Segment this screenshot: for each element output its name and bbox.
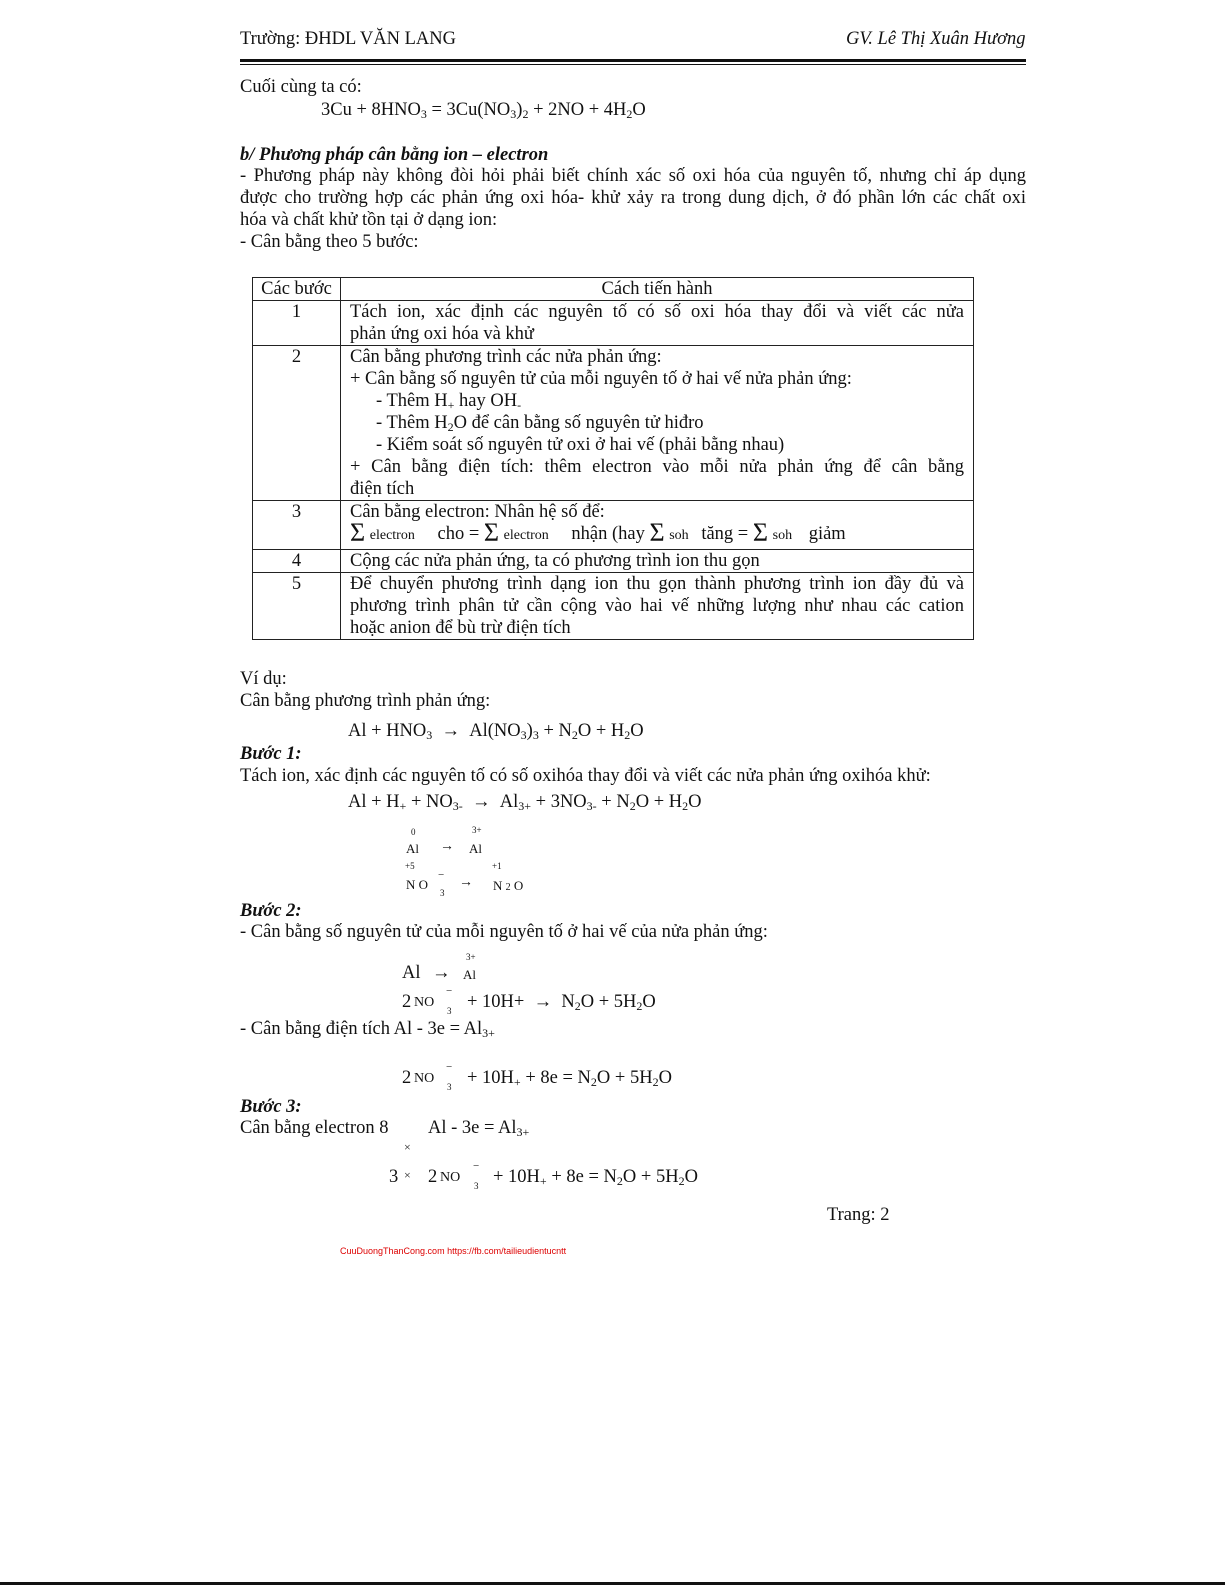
step2-al-right: Al	[463, 967, 476, 982]
step3-eq2: + $10H_+ + 8e = N_2O + 5H_2O$	[493, 1167, 698, 1188]
step2-no-2: NO	[414, 1071, 435, 1086]
step2-coef-2: 2	[402, 1068, 412, 1088]
five-steps-label: - Cân bằng theo 5 bước:	[240, 232, 419, 252]
step2-al-left: Al	[402, 963, 421, 983]
step1-title: Bước 1:	[240, 744, 302, 764]
header-rule-thin	[240, 64, 1026, 65]
step2-no: NO	[414, 995, 435, 1010]
subscript-3: 3	[447, 1006, 452, 1016]
step-number: 3	[253, 501, 341, 550]
footer-link[interactable]: CuuDuongThanCong.com https://fb.com/tailieudientucntt	[340, 1246, 567, 1256]
section-title: b/ Phương pháp cân bằng ion – electron	[240, 145, 549, 165]
steps-table	[252, 277, 974, 640]
sigma-symbol: Σ	[649, 518, 665, 547]
header-rule-thick	[240, 59, 1026, 62]
arrow-icon: →	[459, 875, 473, 890]
subscript-3: 3	[474, 1181, 479, 1191]
step2-coef: 2	[402, 992, 412, 1012]
header-steps: Các bước	[253, 278, 341, 301]
step3-no: NO	[440, 1170, 461, 1185]
sigma-symbol: Σ	[483, 518, 500, 547]
step1-text: Tách ion, xác định các nguyên tố có số oxihóa thay đổi và viết các nửa phản ứng oxihóa khử:	[240, 766, 931, 786]
charge-balance: - Cân bằng điện tích $Al - 3e = Al_{3+}$	[240, 1019, 495, 1040]
step-content: Để chuyển phương trình dạng ion thu gọn thành phương trình ion đầy đủ và phương trình phân tử cần cộng vào hai vế những lượng như nhau các cation hoặc anion để bù trừ điện tích	[341, 573, 974, 640]
step-content: Cân bằng phương trình các nửa phản ứng: + Cân bằng số nguyên tử của mỗi nguyên tố ở hai vế nửa phản ứng: - Thêm $H_+$ hay $OH_-$ - Thêm $H_2O$ để cân bằng số nguyên tử hiđro - Kiểm soát số nguyên tử oxi ở hai vế (phải bằng nhau) + Cân bằng điện tích: thêm electron vào mỗi nửa phản ứng để cân bằng điện tích	[341, 346, 974, 501]
table-row	[253, 346, 974, 501]
times-symbol: ×	[404, 1140, 411, 1154]
header-teacher: GV. Lê Thị Xuân Hương	[846, 29, 1026, 49]
para-line-1: - Phương pháp này không đòi hỏi phải biết chính xác số oxi hóa của nguyên tố, nhưng chỉ áp dụng	[240, 166, 1026, 186]
step-content: Cân bằng electron: Nhân hệ số để: Σ electron cho = Σ electron nhận (hay Σ soh tăng = Σ soh giảm	[341, 501, 974, 550]
table-row	[253, 550, 974, 573]
table-header-row	[253, 278, 974, 301]
step-content: Tách ion, xác định các nguyên tố có số oxi hóa thay đổi và viết các nửa phản ứng oxi hóa và khử	[341, 301, 974, 346]
para-line-3: hóa và chất khử tồn tại ở dạng ion:	[240, 210, 498, 230]
step-number: 2	[253, 346, 341, 501]
step3-title: Bước 3:	[240, 1097, 302, 1117]
example-equation: $Al + HNO_3 \to Al(NO_3)_3 + N_2O + H_2O$	[348, 721, 644, 742]
step2-eq3: + $10H_+ + 8e = N_2O + 5H_2O$	[467, 1068, 672, 1089]
half-al-left: Al	[406, 841, 419, 856]
step3-eq1: $Al - 3e = Al_{3+}$	[428, 1118, 530, 1139]
step-content: Cộng các nửa phản ứng, ta có phương trình ion thu gọn	[341, 550, 974, 573]
step3-coef-3: 3	[389, 1167, 399, 1187]
sigma-symbol: Σ	[752, 518, 768, 547]
step2-title: Bước 2:	[240, 901, 302, 921]
half-al-right: Al	[469, 841, 482, 856]
step-number: 5	[253, 573, 341, 640]
example-label: Ví dụ:	[240, 669, 287, 689]
table-row	[253, 501, 974, 550]
subscript-3: 3	[447, 1082, 452, 1092]
minus-sign: −	[473, 1160, 480, 1172]
arrow-icon: →	[432, 963, 451, 983]
step2-text: - Cân bằng số nguyên tử của mỗi nguyên tố ở hai vế của nửa phản ứng:	[240, 922, 768, 942]
example-task: Cân bằng phương trình phản ứng:	[240, 691, 491, 711]
half-no: N O	[406, 877, 429, 892]
minus-sign: −	[438, 869, 445, 881]
subscript-3: 3	[440, 888, 445, 898]
step2-eq2: + $10H+ \to N_2O + 5H_2O$	[467, 992, 656, 1013]
page-number: Trang: 2	[827, 1205, 890, 1225]
sigma-formula: Σ electron cho = Σ electron nhận (hay Σ soh tăng = Σ soh giảm	[350, 518, 846, 547]
header-school: Trường: ĐHDL VĂN LANG	[240, 29, 456, 49]
minus-sign: −	[446, 985, 453, 997]
minus-sign: −	[446, 1061, 453, 1073]
header-procedure: Cách tiến hành	[341, 278, 974, 301]
ox-state-1plus: +1	[492, 861, 502, 871]
para-line-2: được cho trường hợp các phản ứng oxi hóa- khử xảy ra trong dung dịch, ở đó phần lớn các chất oxi	[240, 188, 1026, 208]
half-n2o: N 2 O	[493, 878, 524, 893]
arrow-icon: →	[440, 839, 454, 854]
step3-label: Cân bằng electron 8	[240, 1118, 389, 1138]
sup-3plus: 3+	[466, 952, 476, 962]
ox-state-5plus: +5	[405, 861, 415, 871]
ox-state-0: 0	[411, 827, 416, 837]
finally-label: Cuối cùng ta có:	[240, 77, 362, 97]
equation-cu: $3Cu + 8HNO_3 = 3Cu(NO_3)_2 + 2NO + 4H_2O$	[321, 100, 646, 121]
table-row	[253, 301, 974, 346]
step-number: 4	[253, 550, 341, 573]
ox-state-3plus: 3+	[472, 825, 482, 835]
table-row	[253, 573, 974, 640]
step3-coef-2: 2	[428, 1167, 438, 1187]
times-symbol: ×	[404, 1168, 411, 1182]
step1-equation: $Al + H_+ + NO_{3-} \to Al_{3+} + 3NO_{3-} + N_2O + H_2O$	[348, 792, 702, 813]
sigma-symbol: Σ	[350, 518, 366, 547]
step-number: 1	[253, 301, 341, 346]
